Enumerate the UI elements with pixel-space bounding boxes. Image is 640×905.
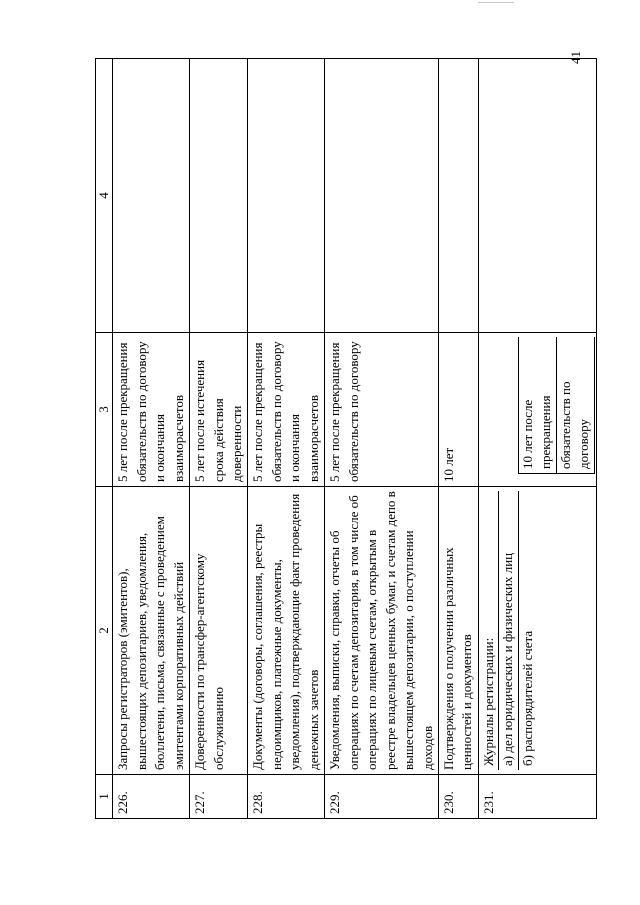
row-note	[190, 59, 248, 333]
row-number: 227.	[190, 775, 248, 819]
row-number: 228.	[248, 775, 325, 819]
row-retention-period: 10 лет	[438, 333, 478, 487]
scan-edge-mark	[478, 2, 514, 3]
page-number: 41	[568, 51, 583, 64]
table-header-row	[96, 59, 113, 819]
row-number: 226.	[113, 775, 190, 819]
row-retention-period-group	[478, 333, 596, 487]
table-row-226	[113, 59, 190, 819]
row-retention-period: 5 лет после прекращения обязательств по договору и окончания взаиморасчетов	[248, 333, 325, 487]
row-document-group	[478, 487, 596, 775]
sub-item-retention-period: обязательств по договору	[557, 337, 595, 474]
column-document-header: 2	[96, 487, 113, 775]
row-document: Подтверждения о получении различных ценностей и документов	[438, 487, 478, 775]
sub-item-document: а) дел юридических и физических лиц	[498, 491, 517, 770]
column-number-header: 1	[96, 775, 113, 819]
row-number: 231.	[478, 775, 596, 819]
column-note-header: 4	[96, 59, 113, 333]
row-note	[478, 59, 596, 333]
table-row-230	[438, 59, 478, 819]
retention-table	[95, 58, 597, 819]
sub-item-retention-period: 10 лет после прекращения	[518, 337, 557, 474]
row-document: Уведомления, выписки, справки, отчеты об операциях по счетам депозитария, в том числе об операциях по лицевым счетам, открытым в реестре владельцев ценных бумаг, и счетам депо в вышестоящем депозитарии, о поступлении доходов	[325, 487, 439, 775]
row-number: 230.	[438, 775, 478, 819]
table-row-231	[478, 59, 596, 819]
row-retention-period: 5 лет после истечения срока действия доверенности	[190, 333, 248, 487]
table-row-227	[190, 59, 248, 819]
row-document: Журналы регистрации:	[480, 637, 496, 766]
row-retention-period: 5 лет после прекращения обязательств по договору	[325, 333, 439, 487]
row-document: Документы (договоры, соглашения, реестры недоимщиков, платежные документы, уведомления), подтверждающие факт проведения денежных зачетов	[248, 487, 325, 775]
row-retention-period: 5 лет после прекращения обязательств по договору и окончания взаиморасчетов	[113, 333, 190, 487]
table-row-229	[325, 59, 439, 819]
row-note	[248, 59, 325, 333]
row-note	[325, 59, 439, 333]
column-period-header: 3	[96, 333, 113, 487]
row-note	[438, 59, 478, 333]
row-note	[113, 59, 190, 333]
table-row-228	[248, 59, 325, 819]
sub-item-document: б) распорядителей счета	[518, 491, 537, 770]
row-document: Запросы регистраторов (эмитентов), вышестоящих депозитариев, уведомления, бюллетени, письма, связанные с проведением эмитентами корпоративных действий	[113, 487, 190, 775]
row-document: Доверенности по трансфер-агентскому обслуживанию	[190, 487, 248, 775]
row-number: 229.	[325, 775, 439, 819]
rotated-page-content	[95, 59, 592, 819]
